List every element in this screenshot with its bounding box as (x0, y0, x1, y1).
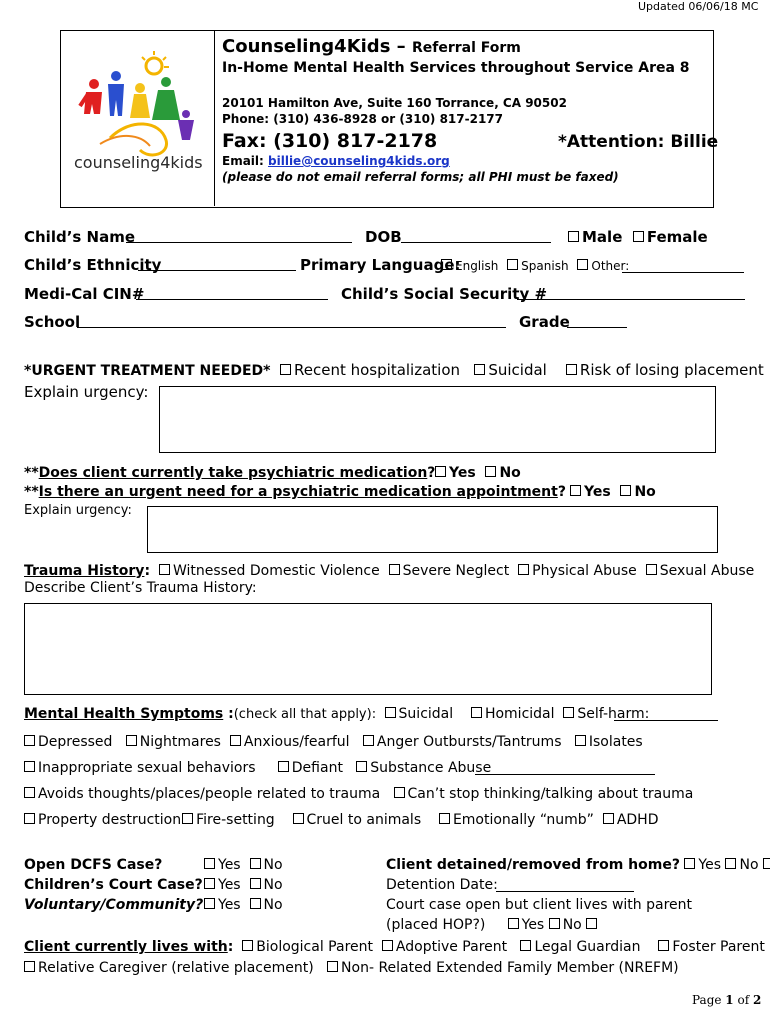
neglect-checkbox[interactable] (389, 564, 400, 575)
email-note: (please do not email referral forms; all PHI must be faxed) (222, 170, 619, 184)
foster-label: Foster Parent (672, 939, 765, 955)
urgent-row (24, 361, 764, 379)
meds-q1-no-checkbox[interactable] (485, 466, 496, 477)
dcfs-label: Open DCFS Case? (24, 857, 163, 873)
detention-date-field[interactable] (496, 877, 634, 892)
property-checkbox[interactable] (24, 813, 35, 824)
selfharm-label: Self-harm: (577, 706, 650, 722)
symptoms-check-note: (check all that apply): (233, 707, 377, 722)
meds-q1-yes-label: Yes (449, 465, 476, 481)
voluntary-yes-checkbox[interactable] (204, 898, 215, 909)
page-prefix: Page (692, 993, 726, 1007)
dob-label: DOB (365, 228, 402, 246)
anxious-checkbox[interactable] (230, 735, 241, 746)
detained-label: Client detained/removed from home? (386, 857, 680, 873)
symptoms-row-1 (24, 734, 643, 750)
medical-label: Medi-Cal CIN# (24, 285, 145, 303)
ethnicity-field[interactable] (138, 256, 296, 271)
lives-label: Client currently lives with (24, 939, 228, 955)
ethnicity-label: Child’s Ethnicity (24, 256, 162, 274)
voluntary-no-checkbox[interactable] (250, 898, 261, 909)
lives-colon: : (227, 939, 234, 955)
numb-label: Emotionally “numb” (452, 812, 594, 828)
avoids-label: Avoids thoughts/places/people related to trauma (38, 786, 381, 802)
trauma-describe-box[interactable] (24, 603, 712, 695)
symptoms-row-2 (24, 760, 491, 776)
urgent-explain-box[interactable] (159, 386, 716, 453)
placement-label: Risk of losing placement (579, 361, 764, 379)
attention-line: *Attention: Billie (558, 132, 719, 152)
meds-q2-options (570, 484, 656, 500)
depressed-label: Depressed (38, 734, 113, 750)
court-yes-label: Yes (218, 877, 241, 893)
page-number (692, 993, 761, 1007)
meds-q2 (24, 484, 566, 500)
adhd-checkbox[interactable] (603, 813, 614, 824)
english-label: English (455, 259, 499, 273)
other-checkbox[interactable] (577, 259, 588, 270)
property-label: Property destruction (38, 812, 182, 828)
page-current: 1 (725, 993, 734, 1007)
selfharm-field[interactable] (614, 706, 718, 721)
meds-q2-yes-checkbox[interactable] (570, 485, 581, 496)
lives-row-1 (24, 939, 765, 955)
firesetting-label: Fire-setting (196, 812, 275, 828)
cant-stop-checkbox[interactable] (394, 787, 405, 798)
meds-q1-prefix: ** (24, 465, 39, 481)
symptoms-colon: : (223, 706, 234, 722)
dcfs-options (204, 857, 283, 873)
detained-yes-checkbox[interactable] (684, 858, 695, 869)
court-no-checkbox[interactable] (250, 878, 261, 889)
phone-line: Phone: (310) 436-8928 or (310) 817-2177 (222, 112, 504, 126)
email-link[interactable]: billie@counseling4kids.org (268, 154, 450, 168)
hop-extra-checkbox[interactable] (586, 918, 597, 929)
relative-label: Relative Caregiver (relative placement) (38, 960, 314, 976)
firesetting-checkbox[interactable] (182, 813, 193, 824)
meds-q1-no-label: No (499, 465, 521, 481)
defiant-label: Defiant (291, 760, 343, 776)
depressed-checkbox[interactable] (24, 735, 35, 746)
title-sub: Referral Form (411, 40, 521, 56)
dcfs-yes-checkbox[interactable] (204, 858, 215, 869)
nightmares-checkbox[interactable] (126, 735, 137, 746)
male-label: Male (582, 228, 623, 246)
detained-no-label: No (739, 857, 759, 873)
address-line: 20101 Hamilton Ave, Suite 160 Torrance, CA 90502 (222, 96, 567, 110)
voluntary-options (204, 897, 283, 913)
voluntary-no-label: No (263, 897, 283, 913)
urgent-label: *URGENT TREATMENT NEEDED* (24, 363, 271, 379)
fax-line: Fax: (310) 817-2178 (222, 130, 438, 152)
anger-checkbox[interactable] (363, 735, 374, 746)
sexual-behaviors-label: Inappropriate sexual behaviors (38, 760, 256, 776)
guardian-checkbox[interactable] (520, 940, 531, 951)
suicidal-label: Suicidal (398, 706, 454, 722)
ssn-field[interactable] (517, 285, 745, 300)
court-no-label: No (263, 877, 283, 893)
selfharm-checkbox[interactable] (563, 707, 574, 718)
numb-checkbox[interactable] (439, 813, 450, 824)
school-field[interactable] (77, 313, 506, 328)
nrefm-label: Non- Related Extended Family Member (NREFM) (341, 960, 679, 976)
suicidal-urgent-checkbox[interactable] (474, 364, 485, 375)
neglect-label: Severe Neglect (402, 563, 510, 579)
page-of: of (733, 993, 753, 1007)
spanish-label: Spanish (521, 259, 569, 273)
female-checkbox[interactable] (633, 231, 644, 242)
meds-q2-text: Is there an urgent need for a psychiatric medication appointment (38, 484, 558, 500)
grade-label: Grade (519, 313, 570, 331)
foster-checkbox[interactable] (658, 940, 669, 951)
hospitalization-label: Recent hospitalization (294, 361, 461, 379)
cruel-label: Cruel to animals (306, 812, 422, 828)
meds-q1-yes-checkbox[interactable] (435, 466, 446, 477)
hop-row (386, 917, 600, 933)
dcfs-no-label: No (263, 857, 283, 873)
meds-q2-no-label: No (634, 484, 656, 500)
dcfs-no-checkbox[interactable] (250, 858, 261, 869)
meds-q1-text: Does client currently take psychiatric medication (38, 465, 428, 481)
title-main: Counseling4Kids – (222, 36, 406, 57)
nrefm-checkbox[interactable] (327, 961, 338, 972)
other-label: Other: (591, 259, 630, 273)
suicidal-urgent-label: Suicidal (488, 361, 547, 379)
adoptive-checkbox[interactable] (382, 940, 393, 951)
trauma-label: Trauma History (24, 563, 145, 579)
services-line: In-Home Mental Health Services throughout Service Area 8 (222, 60, 690, 76)
biological-checkbox[interactable] (242, 940, 253, 951)
symptoms-label: Mental Health Symptoms (24, 706, 224, 722)
hop-no-checkbox[interactable] (549, 918, 560, 929)
cruel-checkbox[interactable] (293, 813, 304, 824)
language-options (441, 259, 629, 273)
email-line (222, 154, 450, 168)
dcfs-yes-label: Yes (218, 857, 241, 873)
suicidal-checkbox[interactable] (385, 707, 396, 718)
sexual-behaviors-checkbox[interactable] (24, 761, 35, 772)
physical-abuse-checkbox[interactable] (518, 564, 529, 575)
court-options (204, 877, 283, 893)
gender-options (568, 228, 708, 246)
meds-q2-prefix: ** (24, 484, 39, 500)
meds-q1 (24, 465, 435, 481)
anger-label: Anger Outbursts/Tantrums (376, 734, 562, 750)
symptoms-row-3 (24, 786, 693, 802)
relative-checkbox[interactable] (24, 961, 35, 972)
trauma-describe-label: Describe Client’s Trauma History: (24, 580, 257, 596)
child-name-label: Child’s Name (24, 228, 136, 246)
female-label: Female (646, 228, 708, 246)
meds-q2-suffix: ? (557, 484, 566, 500)
domestic-violence-label: Witnessed Domestic Violence (172, 563, 380, 579)
header-divider (214, 30, 215, 206)
avoids-checkbox[interactable] (24, 787, 35, 798)
detained-no-checkbox[interactable] (725, 858, 736, 869)
hop-yes-checkbox[interactable] (508, 918, 519, 929)
voluntary-label: Voluntary/Community? (24, 897, 204, 913)
court-open-label: Court case open but client lives with parent (386, 897, 692, 913)
form-title (222, 36, 521, 57)
meds-q2-yes-label: Yes (584, 484, 611, 500)
detention-date-label: Detention Date: (386, 877, 498, 893)
court-label: Children’s Court Case? (24, 877, 203, 893)
dob-field[interactable] (401, 228, 551, 243)
voluntary-yes-label: Yes (218, 897, 241, 913)
urgent-explain-label: Explain urgency: (24, 383, 149, 401)
detained-row (386, 857, 770, 873)
substance-checkbox[interactable] (356, 761, 367, 772)
detained-yes-label: Yes (698, 857, 722, 873)
isolates-checkbox[interactable] (575, 735, 586, 746)
meds-explain-box[interactable] (147, 506, 718, 553)
symptoms-row-4 (24, 812, 659, 828)
male-checkbox[interactable] (568, 231, 579, 242)
school-label: School (24, 313, 81, 331)
medical-field[interactable] (136, 285, 328, 300)
sexual-abuse-label: Sexual Abuse (659, 563, 755, 579)
isolates-label: Isolates (588, 734, 643, 750)
grade-field[interactable] (567, 313, 627, 328)
placement-checkbox[interactable] (566, 364, 577, 375)
logo-text: counseling4kids (74, 153, 203, 172)
lives-row-2 (24, 960, 679, 976)
meds-q1-suffix: ? (427, 465, 436, 481)
hop-yes-label: Yes (521, 917, 545, 933)
substance-field[interactable] (475, 760, 655, 775)
meds-q1-options (435, 465, 521, 481)
cant-stop-label: Can’t stop thinking/talking about trauma (407, 786, 694, 802)
homicidal-checkbox[interactable] (471, 707, 482, 718)
sexual-abuse-checkbox[interactable] (646, 564, 657, 575)
homicidal-label: Homicidal (484, 706, 555, 722)
page-total: 2 (752, 993, 762, 1007)
english-checkbox[interactable] (441, 259, 452, 270)
meds-q2-no-checkbox[interactable] (620, 485, 631, 496)
adoptive-label: Adoptive Parent (395, 939, 508, 955)
trauma-colon: : (144, 563, 151, 579)
trauma-row (24, 563, 754, 579)
substance-label: Substance Abuse (370, 760, 492, 776)
court-yes-checkbox[interactable] (204, 878, 215, 889)
hop-no-label: No (562, 917, 582, 933)
adhd-label: ADHD (616, 812, 659, 828)
ssn-label: Child’s Social Security # (341, 285, 548, 303)
other-language-field[interactable] (622, 258, 744, 273)
language-label: Primary Language: (300, 256, 461, 274)
meds-explain-label: Explain urgency: (24, 503, 132, 518)
anxious-label: Anxious/fearful (243, 734, 350, 750)
guardian-label: Legal Guardian (534, 939, 641, 955)
updated-stamp: Updated 06/06/18 MC (638, 0, 759, 13)
spanish-checkbox[interactable] (507, 259, 518, 270)
physical-abuse-label: Physical Abuse (532, 563, 637, 579)
hop-label: (placed HOP?) (386, 917, 486, 933)
defiant-checkbox[interactable] (278, 761, 289, 772)
nightmares-label: Nightmares (139, 734, 221, 750)
biological-label: Biological Parent (256, 939, 373, 955)
child-name-field[interactable] (126, 228, 352, 243)
symptoms-header (24, 706, 649, 722)
hospitalization-checkbox[interactable] (280, 364, 291, 375)
email-label: Email: (222, 154, 264, 168)
detained-extra-checkbox[interactable] (763, 858, 770, 869)
domestic-violence-checkbox[interactable] (159, 564, 170, 575)
